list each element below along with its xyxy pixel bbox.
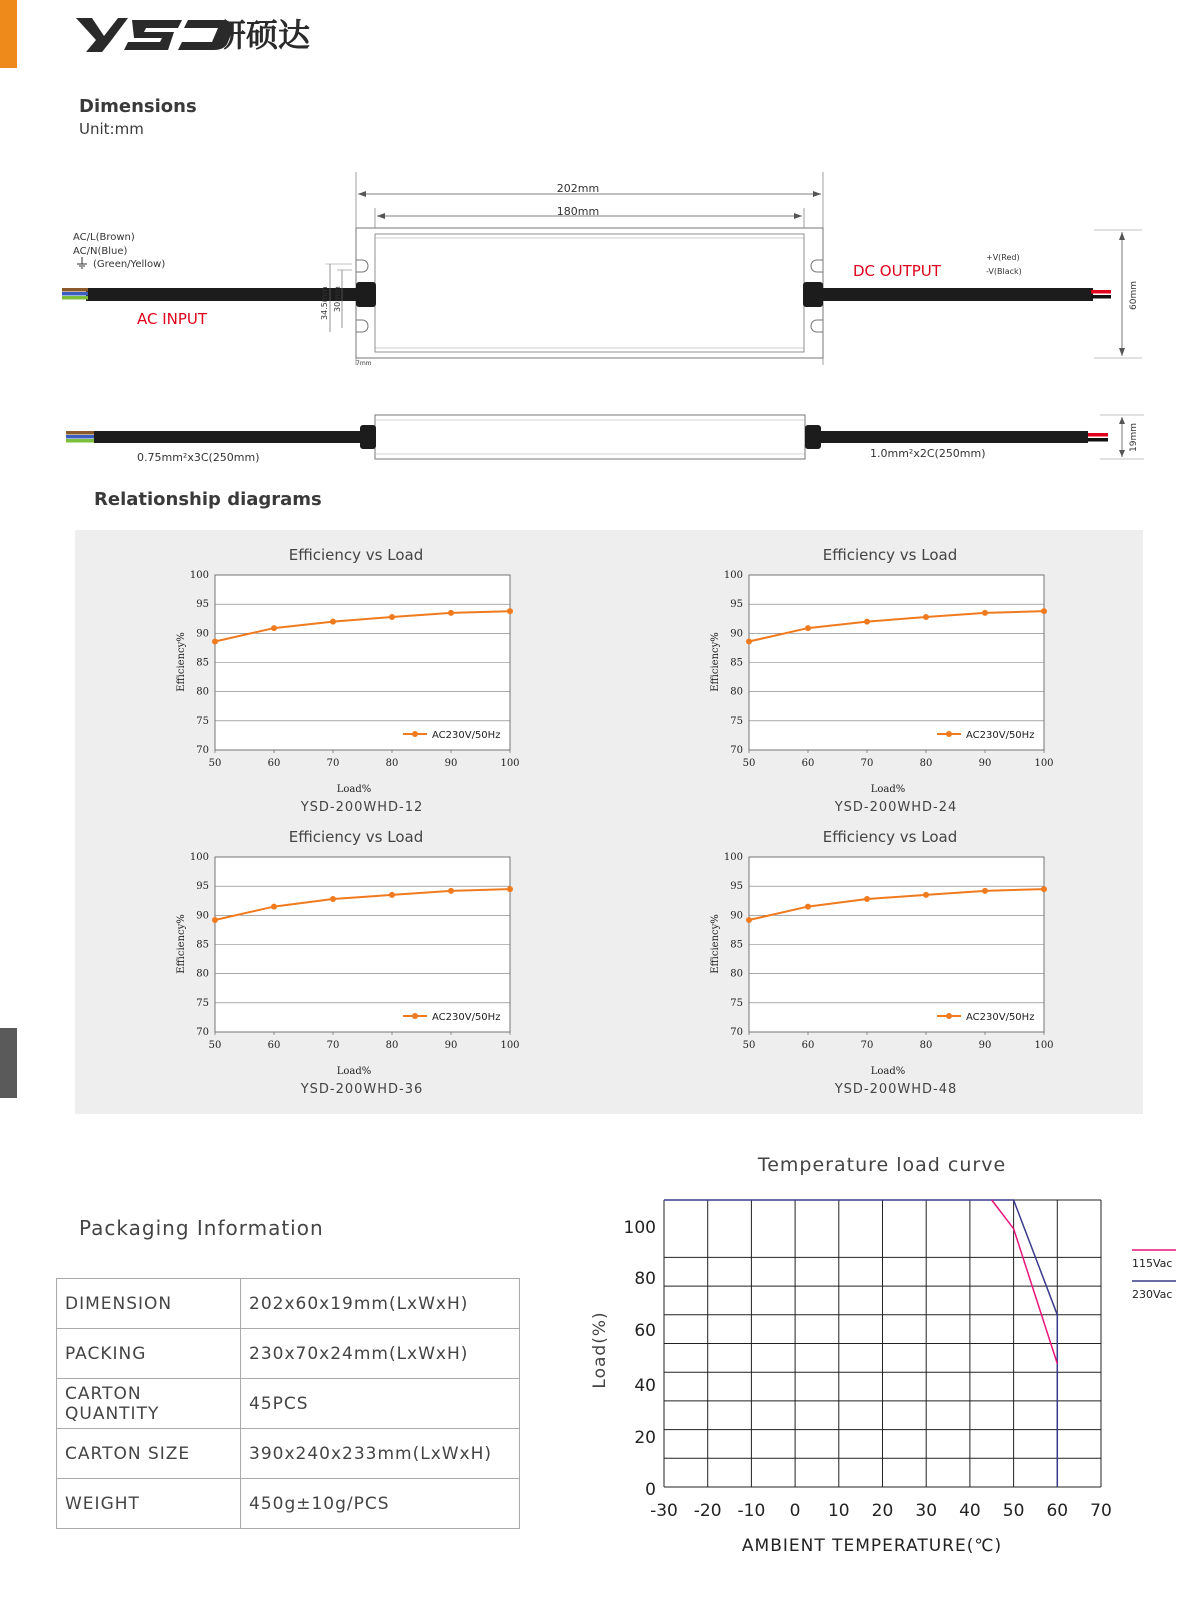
y-tick-label: 100 — [189, 852, 209, 863]
x-tick-label: 60 — [801, 1040, 815, 1051]
table-row — [57, 1479, 520, 1529]
y-tick-label: 85 — [730, 939, 743, 951]
y-tick-label: 95 — [730, 881, 743, 893]
x-tick-label: 70 — [860, 1040, 874, 1051]
x-tick-label: 100 — [1034, 1040, 1054, 1051]
table-key: DIMENSION — [57, 1279, 241, 1329]
y-tick-label: 85 — [730, 657, 743, 669]
y-tick-label: 75 — [730, 715, 743, 727]
model-label: YSD-200WHD-36 — [300, 1082, 424, 1094]
x-tick-label: 40 — [959, 1501, 981, 1521]
y-axis-label: Load(%) — [590, 1311, 610, 1389]
x-axis-label: Load% — [336, 784, 372, 795]
data-point — [507, 608, 513, 614]
data-point — [330, 896, 336, 902]
chart-title: Efficiency vs Load — [288, 828, 424, 846]
data-point — [746, 917, 752, 923]
dc-cable-label: 1.0mm²x2C(250mm) — [870, 447, 986, 460]
data-point — [982, 610, 988, 616]
y-tick-label: 80 — [730, 686, 743, 698]
x-tick-label: -30 — [650, 1501, 678, 1521]
y-tick-label: 95 — [730, 599, 743, 611]
ground-icon — [77, 257, 87, 268]
table-value: 45PCS — [241, 1379, 520, 1429]
v-pos-label: +V(Red) — [986, 253, 1020, 262]
x-tick-label: 60 — [267, 758, 281, 769]
table-value: 202x60x19mm(LxWxH) — [241, 1279, 520, 1329]
legend-label: 230Vac — [1132, 1288, 1173, 1301]
length-outer-label: 202mm — [556, 182, 600, 195]
data-point — [1041, 886, 1047, 892]
x-tick-label: -10 — [737, 1501, 766, 1521]
y-tick-label: 80 — [196, 686, 209, 698]
table-row — [57, 1429, 520, 1479]
legend-label: AC230V/50Hz — [966, 1012, 1035, 1023]
table-key: WEIGHT — [57, 1479, 241, 1529]
v-neg-label: -V(Black) — [986, 267, 1022, 276]
height-label: 60mm — [1129, 281, 1139, 310]
y-tick-label: 85 — [196, 939, 209, 951]
ac-n-label: AC/N(Blue) — [73, 246, 128, 257]
y-tick-label: 95 — [196, 599, 209, 611]
dimension-drawing — [0, 160, 1200, 480]
x-tick-label: 50 — [208, 758, 222, 769]
efficiency-chart-24 — [609, 530, 1143, 812]
side-30-label: 30mm — [333, 286, 342, 312]
relationship-title: Relationship diagrams — [94, 489, 322, 510]
data-point — [330, 619, 336, 625]
efficiency-chart-36 — [75, 812, 609, 1094]
y-axis-label: Efficiency% — [176, 632, 187, 692]
x-tick-label: 0 — [789, 1501, 801, 1521]
table-row — [57, 1379, 520, 1429]
y-tick-label: 70 — [196, 745, 209, 756]
table-row — [57, 1329, 520, 1379]
data-point — [448, 888, 454, 894]
data-point — [507, 886, 513, 892]
legend-marker — [412, 1013, 418, 1019]
x-tick-label: 90 — [978, 758, 992, 769]
data-point — [271, 625, 277, 631]
y-tick-label: 60 — [634, 1321, 656, 1341]
x-tick-label: 70 — [326, 1040, 340, 1051]
ac-input-label: AC INPUT — [137, 310, 208, 328]
data-point — [212, 917, 218, 923]
x-axis-label: Load% — [870, 1066, 906, 1077]
ac-l-label: AC/L(Brown) — [73, 232, 135, 243]
y-tick-label: 100 — [723, 852, 743, 863]
y-tick-label: 40 — [634, 1376, 656, 1396]
model-label: YSD-200WHD-48 — [834, 1082, 958, 1094]
table-key: CARTON QUANTITY — [57, 1379, 241, 1429]
y-tick-label: 20 — [634, 1428, 656, 1448]
relationship-panel — [75, 530, 1143, 1114]
side-tab-marker — [0, 1028, 17, 1098]
y-tick-label: 80 — [634, 1269, 656, 1289]
legend-marker — [412, 731, 418, 737]
data-point — [271, 904, 277, 910]
side-34-label: 34.5mm — [320, 286, 329, 320]
dimensions-unit: Unit:mm — [79, 120, 144, 138]
y-tick-label: 75 — [730, 997, 743, 1009]
efficiency-chart-12 — [75, 530, 609, 812]
y-tick-label: 85 — [196, 657, 209, 669]
y-tick-label: 100 — [189, 570, 209, 581]
temperature-load-chart — [560, 1140, 1200, 1598]
packaging-table — [56, 1278, 520, 1529]
table-key: PACKING — [57, 1329, 241, 1379]
x-tick-label: 60 — [267, 1040, 281, 1051]
table-value: 450g±10g/PCS — [241, 1479, 520, 1529]
x-tick-label: 30 — [915, 1501, 938, 1521]
y-tick-label: 90 — [730, 628, 743, 640]
x-tick-label: 90 — [444, 1040, 458, 1051]
y-tick-label: 100 — [623, 1218, 656, 1238]
table-value: 230x70x24mm(LxWxH) — [241, 1329, 520, 1379]
x-tick-label: 60 — [1046, 1501, 1069, 1521]
legend-label: AC230V/50Hz — [966, 730, 1035, 741]
y-axis-label: Efficiency% — [176, 914, 187, 974]
series-line — [992, 1200, 1058, 1364]
side-7-label: 7mm — [356, 360, 372, 367]
data-point — [212, 639, 218, 645]
data-point — [805, 904, 811, 910]
data-point — [805, 625, 811, 631]
y-tick-label: 100 — [723, 570, 743, 581]
x-axis-label: Load% — [870, 784, 906, 795]
x-tick-label: 60 — [801, 758, 815, 769]
table-value: 390x240x233mm(LxWxH) — [241, 1429, 520, 1479]
y-tick-label: 0 — [645, 1480, 656, 1500]
length-inner-label: 180mm — [556, 205, 600, 218]
x-tick-label: 50 — [742, 1040, 756, 1051]
legend-marker — [946, 731, 952, 737]
ground-label: (Green/Yellow) — [93, 259, 166, 270]
data-point — [923, 892, 929, 898]
data-point — [982, 888, 988, 894]
y-tick-label: 90 — [730, 910, 743, 922]
x-tick-label: 80 — [919, 1040, 933, 1051]
data-point — [389, 892, 395, 898]
accent-bar — [0, 0, 17, 68]
x-tick-label: 80 — [385, 758, 399, 769]
data-point — [923, 614, 929, 620]
logo-cn-text: 研硕达 — [214, 16, 311, 54]
x-tick-label: 70 — [860, 758, 874, 769]
y-tick-label: 70 — [730, 745, 743, 756]
x-tick-label: 50 — [742, 758, 756, 769]
x-tick-label: 100 — [1034, 758, 1054, 769]
x-tick-label: -20 — [693, 1501, 722, 1521]
y-tick-label: 95 — [196, 881, 209, 893]
data-point — [864, 896, 870, 902]
data-point — [389, 614, 395, 620]
legend-label: AC230V/50Hz — [432, 1012, 501, 1023]
x-tick-label: 50 — [1002, 1501, 1025, 1521]
chart-title: Efficiency vs Load — [288, 546, 424, 564]
legend-label: AC230V/50Hz — [432, 730, 501, 741]
x-tick-label: 10 — [827, 1501, 850, 1521]
table-row — [57, 1279, 520, 1329]
x-tick-label: 70 — [1090, 1501, 1112, 1521]
legend-label: 115Vac — [1132, 1257, 1173, 1270]
y-tick-label: 75 — [196, 997, 209, 1009]
legend-marker — [946, 1013, 952, 1019]
data-point — [448, 610, 454, 616]
x-tick-label: 100 — [500, 1040, 520, 1051]
x-axis-label: Load% — [336, 1066, 372, 1077]
ac-cable-label: 0.75mm²x3C(250mm) — [137, 451, 260, 464]
chart-title: Efficiency vs Load — [822, 828, 958, 846]
dc-output-label: DC OUTPUT — [853, 262, 941, 280]
chart-title: Efficiency vs Load — [822, 546, 958, 564]
data-point — [746, 639, 752, 645]
data-point — [864, 619, 870, 625]
dimensions-title: Dimensions — [79, 96, 197, 117]
efficiency-chart-48 — [609, 812, 1143, 1094]
x-tick-label: 20 — [871, 1501, 894, 1521]
chart-title: Temperature load curve — [757, 1154, 1007, 1176]
y-axis-label: Efficiency% — [710, 632, 721, 692]
y-tick-label: 75 — [196, 715, 209, 727]
x-tick-label: 80 — [385, 1040, 399, 1051]
y-tick-label: 70 — [730, 1027, 743, 1038]
brand-logo — [74, 12, 364, 58]
y-axis-label: Efficiency% — [710, 914, 721, 974]
x-tick-label: 80 — [919, 758, 933, 769]
y-tick-label: 90 — [196, 910, 209, 922]
data-point — [1041, 608, 1047, 614]
x-tick-label: 100 — [500, 758, 520, 769]
x-axis-label: AMBIENT TEMPERATURE(℃) — [741, 1536, 1003, 1556]
packaging-title: Packaging Information — [79, 1216, 324, 1240]
x-tick-label: 90 — [444, 758, 458, 769]
y-tick-label: 70 — [196, 1027, 209, 1038]
y-tick-label: 90 — [196, 628, 209, 640]
x-tick-label: 90 — [978, 1040, 992, 1051]
x-tick-label: 50 — [208, 1040, 222, 1051]
model-label: YSD-200WHD-12 — [300, 800, 424, 812]
table-key: CARTON SIZE — [57, 1429, 241, 1479]
model-label: YSD-200WHD-24 — [834, 800, 958, 812]
y-tick-label: 80 — [196, 968, 209, 980]
thickness-label: 19mm — [1129, 423, 1139, 452]
y-tick-label: 80 — [730, 968, 743, 980]
x-tick-label: 70 — [326, 758, 340, 769]
